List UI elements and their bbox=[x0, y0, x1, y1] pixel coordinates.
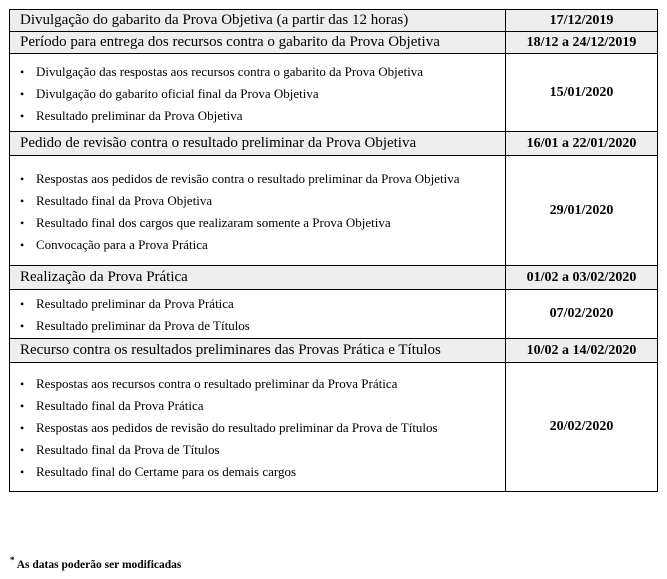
schedule-row-group bbox=[10, 290, 658, 339]
bullet-icon: • bbox=[20, 319, 25, 333]
schedule-row-main bbox=[10, 266, 658, 290]
schedule-row-main bbox=[10, 32, 658, 54]
footnote-marker: * bbox=[10, 555, 15, 565]
event-date: 16/01 a 22/01/2020 bbox=[506, 132, 658, 156]
event-description: Recurso contra os resultados preliminares das Provas Prática e Títulos bbox=[10, 339, 506, 363]
event-list bbox=[20, 171, 499, 253]
bullet-icon: • bbox=[20, 108, 25, 123]
list-item-text: Convocação para a Prova Prática bbox=[36, 236, 208, 252]
event-description bbox=[10, 156, 506, 266]
bullet-icon: • bbox=[20, 171, 25, 186]
list-item bbox=[20, 442, 499, 458]
event-description: Período para entrega dos recursos contra o gabarito da Prova Objetiva bbox=[10, 32, 506, 54]
list-item-text: Resultado final da Prova de Títulos bbox=[36, 442, 220, 457]
list-item-text: Respostas aos recursos contra o resultado preliminar da Prova Prática bbox=[36, 376, 398, 391]
list-item bbox=[20, 193, 499, 209]
list-item bbox=[20, 318, 499, 334]
event-date: 15/01/2020 bbox=[506, 54, 658, 132]
list-item bbox=[20, 171, 499, 187]
event-description bbox=[10, 363, 506, 492]
event-list bbox=[20, 376, 499, 480]
list-item-text: Resultado final da Prova Objetiva bbox=[36, 192, 213, 208]
event-date: 17/12/2019 bbox=[506, 10, 658, 32]
schedule-row-main bbox=[10, 132, 658, 156]
list-item bbox=[20, 376, 499, 392]
list-item-text: Resultado preliminar da Prova de Títulos bbox=[36, 318, 250, 333]
schedule-table bbox=[9, 9, 658, 492]
bullet-icon: • bbox=[20, 297, 25, 311]
bullet-icon: • bbox=[20, 86, 25, 101]
bullet-icon: • bbox=[20, 193, 25, 208]
event-list bbox=[20, 64, 499, 124]
schedule-row-main bbox=[10, 339, 658, 363]
bullet-icon: • bbox=[20, 215, 25, 230]
list-item-text: Divulgação das respostas aos recursos contra o gabarito da Prova Objetiva bbox=[36, 63, 423, 79]
event-date: 07/02/2020 bbox=[506, 290, 658, 339]
list-item-text: Resultado final dos cargos que realizaram somente a Prova Objetiva bbox=[36, 214, 391, 230]
footnote bbox=[10, 555, 181, 571]
schedule-row-main bbox=[10, 10, 658, 32]
bullet-icon: • bbox=[20, 443, 25, 457]
list-item bbox=[20, 237, 499, 253]
list-item bbox=[20, 86, 499, 102]
list-item-text: Respostas aos pedidos de revisão do resultado preliminar da Prova de Títulos bbox=[36, 420, 438, 435]
schedule-row-group bbox=[10, 54, 658, 132]
list-item-text: Resultado preliminar da Prova Prática bbox=[36, 296, 234, 311]
event-description: Divulgação do gabarito da Prova Objetiva (a partir das 12 horas) bbox=[10, 10, 506, 32]
schedule-row-group bbox=[10, 363, 658, 492]
schedule-row-group bbox=[10, 156, 658, 266]
event-description: Realização da Prova Prática bbox=[10, 266, 506, 290]
list-item bbox=[20, 64, 499, 80]
list-item-text: Divulgação do gabarito oficial final da Prova Objetiva bbox=[36, 85, 319, 101]
event-date: 29/01/2020 bbox=[506, 156, 658, 266]
event-description bbox=[10, 290, 506, 339]
event-date: 20/02/2020 bbox=[506, 363, 658, 492]
list-item-text: Respostas aos pedidos de revisão contra o resultado preliminar da Prova Objetiva bbox=[36, 170, 460, 186]
event-list bbox=[20, 296, 499, 334]
footnote-text: As datas poderão ser modificadas bbox=[16, 558, 182, 571]
list-item-text: Resultado preliminar da Prova Objetiva bbox=[36, 107, 243, 123]
list-item bbox=[20, 215, 499, 231]
list-item-text: Resultado final do Certame para os demais cargos bbox=[36, 464, 297, 479]
bullet-icon: • bbox=[20, 377, 25, 391]
schedule-body bbox=[10, 10, 658, 492]
bullet-icon: • bbox=[20, 465, 25, 479]
list-item bbox=[20, 398, 499, 414]
bullet-icon: • bbox=[20, 237, 25, 252]
event-date: 10/02 a 14/02/2020 bbox=[506, 339, 658, 363]
event-description: Pedido de revisão contra o resultado preliminar da Prova Objetiva bbox=[10, 132, 506, 156]
list-item bbox=[20, 420, 499, 436]
event-date: 01/02 a 03/02/2020 bbox=[506, 266, 658, 290]
list-item bbox=[20, 464, 499, 480]
list-item-text: Resultado final da Prova Prática bbox=[36, 398, 204, 413]
bullet-icon: • bbox=[20, 64, 25, 79]
bullet-icon: • bbox=[20, 399, 25, 413]
bullet-icon: • bbox=[20, 421, 25, 435]
event-description bbox=[10, 54, 506, 132]
list-item bbox=[20, 296, 499, 312]
list-item bbox=[20, 108, 499, 124]
event-date: 18/12 a 24/12/2019 bbox=[506, 32, 658, 54]
